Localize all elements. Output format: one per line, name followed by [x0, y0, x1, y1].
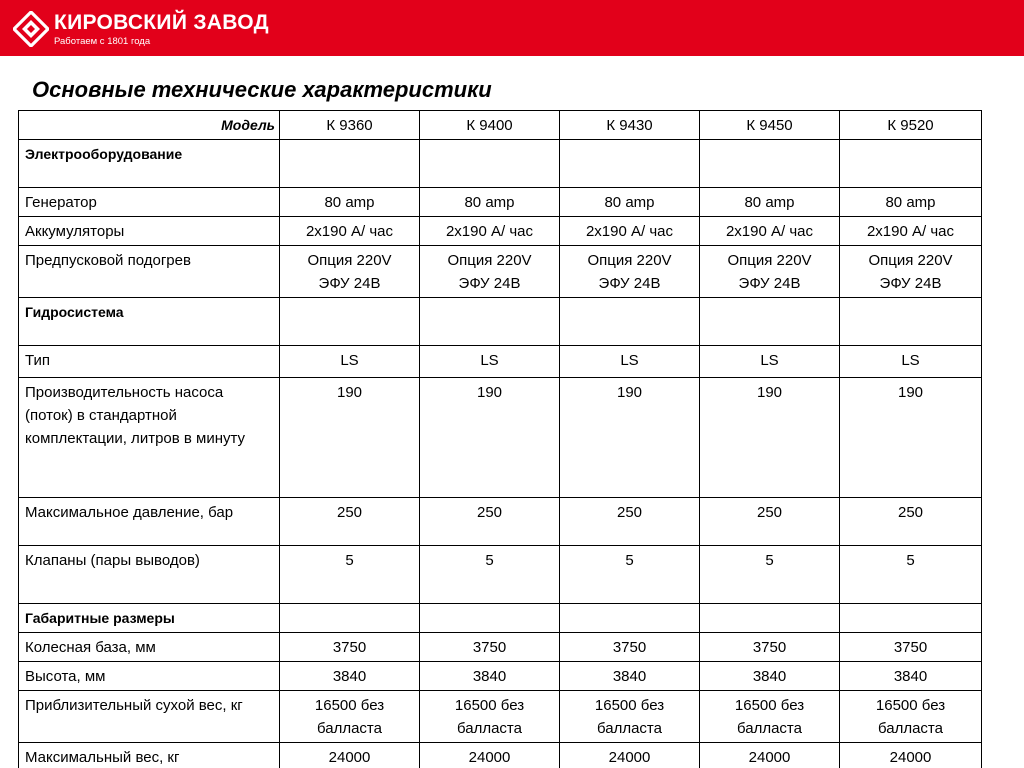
table-cell: 3840 — [700, 662, 840, 691]
model-label: Модель — [19, 111, 280, 140]
table-cell: 24000 — [420, 743, 560, 768]
table-cell: 5 — [420, 546, 560, 604]
table-cell — [700, 604, 840, 633]
table-row — [19, 346, 982, 378]
cell-line: ЭФУ 24В — [879, 275, 942, 292]
table-cell: 16500 без баллаcта — [280, 691, 420, 743]
table-cell: 3840 — [280, 662, 420, 691]
row-label: Колесная база, мм — [19, 633, 280, 662]
table-cell: 24000 — [560, 743, 700, 768]
table-cell: 2х190 А/ час — [700, 217, 840, 246]
table-cell: 80 amp — [700, 188, 840, 217]
brand-tagline: Работаем с 1801 года — [54, 36, 151, 47]
table-cell: 3840 — [840, 662, 982, 691]
table-cell: 250 — [420, 498, 560, 546]
table-cell — [420, 140, 560, 188]
table-cell: 2х190 А/ час — [420, 217, 560, 246]
table-cell: LS — [560, 346, 700, 378]
model-k9520: К 9520 — [840, 111, 982, 140]
table-cell: LS — [280, 346, 420, 378]
table-cell — [700, 298, 840, 346]
table-cell — [560, 246, 700, 298]
header-bar — [0, 0, 1024, 56]
brand-name: КИРОВСКИЙ ЗАВОД — [54, 11, 269, 34]
table-row — [19, 743, 982, 768]
table-cell — [560, 298, 700, 346]
table-cell: 16500 без баллаcта — [700, 691, 840, 743]
table-cell: 24000 — [280, 743, 420, 768]
table-cell: 3840 — [420, 662, 560, 691]
table-cell — [700, 140, 840, 188]
table-row — [19, 633, 982, 662]
table-cell: 80 amp — [420, 188, 560, 217]
table-cell: 16500 без баллаcта — [420, 691, 560, 743]
table-row — [19, 246, 982, 298]
table-cell: 3840 — [560, 662, 700, 691]
cell-line: Опция 220V — [727, 252, 812, 269]
table-cell: 3750 — [280, 633, 420, 662]
row-label: Приблизительный сухой вес, кг — [19, 691, 280, 743]
table-cell: 24000 — [840, 743, 982, 768]
table-cell: 24000 — [700, 743, 840, 768]
section-title: Электрооборудование — [19, 140, 280, 188]
table-row — [19, 662, 982, 691]
table-row — [19, 691, 982, 743]
row-label: Аккумуляторы — [19, 217, 280, 246]
cell-line: ЭФУ 24В — [458, 275, 521, 292]
section-row — [19, 298, 982, 346]
table-cell: 80 amp — [280, 188, 420, 217]
page-title: Основные технические характеристики — [32, 77, 492, 102]
table-cell: 3750 — [700, 633, 840, 662]
table-cell: 5 — [560, 546, 700, 604]
row-label: Максимальный вес, кг — [19, 743, 280, 768]
table-cell — [280, 298, 420, 346]
table-row — [19, 217, 982, 246]
cell-line: ЭФУ 24В — [738, 275, 801, 292]
row-label: Предпусковой подогрев — [19, 246, 280, 298]
section-row — [19, 140, 982, 188]
table-cell: 5 — [700, 546, 840, 604]
section-title: Габаритные размеры — [19, 604, 280, 633]
table-cell: 190 — [280, 378, 420, 498]
model-header-row — [19, 111, 982, 140]
table-row — [19, 188, 982, 217]
row-label: Максимальное давление, бар — [19, 498, 280, 546]
table-cell: 2х190 А/ час — [840, 217, 982, 246]
table-cell: 190 — [420, 378, 560, 498]
table-cell: 250 — [700, 498, 840, 546]
table-cell — [280, 140, 420, 188]
row-label: Тип — [19, 346, 280, 378]
table-cell — [420, 246, 560, 298]
table-cell: 2х190 А/ час — [280, 217, 420, 246]
table-cell: 3750 — [560, 633, 700, 662]
table-cell: 190 — [840, 378, 982, 498]
table-cell — [280, 246, 420, 298]
table-cell: 250 — [280, 498, 420, 546]
table-cell — [560, 604, 700, 633]
model-k9360: К 9360 — [280, 111, 420, 140]
table-cell: 190 — [700, 378, 840, 498]
row-label: Генератор — [19, 188, 280, 217]
table-cell — [420, 604, 560, 633]
table-cell — [840, 298, 982, 346]
cell-line: Опция 220V — [307, 252, 392, 269]
table-cell — [560, 140, 700, 188]
table-cell — [420, 298, 560, 346]
table-cell — [700, 246, 840, 298]
table-cell: 3750 — [420, 633, 560, 662]
table-cell: 3750 — [840, 633, 982, 662]
model-k9450: К 9450 — [700, 111, 840, 140]
cell-line: ЭФУ 24В — [318, 275, 381, 292]
table-cell: 5 — [840, 546, 982, 604]
table-cell: 16500 без баллаcта — [560, 691, 700, 743]
model-k9400: К 9400 — [420, 111, 560, 140]
table-cell: LS — [420, 346, 560, 378]
spec-table — [18, 110, 982, 768]
table-row — [19, 498, 982, 546]
section-title: Гидросистема — [19, 298, 280, 346]
section-row — [19, 604, 982, 633]
cell-line: Опция 220V — [868, 252, 953, 269]
table-row — [19, 546, 982, 604]
table-cell: 80 amp — [560, 188, 700, 217]
table-cell: 5 — [280, 546, 420, 604]
row-label: Высота, мм — [19, 662, 280, 691]
cell-line: Опция 220V — [447, 252, 532, 269]
table-cell — [840, 140, 982, 188]
table-cell — [840, 604, 982, 633]
diamond-logo-icon — [13, 11, 49, 47]
table-cell: LS — [840, 346, 982, 378]
table-row — [19, 378, 982, 498]
row-label: Клапаны (пары выводов) — [19, 546, 280, 604]
table-cell — [280, 604, 420, 633]
cell-line: Опция 220V — [587, 252, 672, 269]
cell-line: ЭФУ 24В — [598, 275, 661, 292]
model-k9430: К 9430 — [560, 111, 700, 140]
table-cell: 190 — [560, 378, 700, 498]
table-cell — [840, 246, 982, 298]
table-cell: 250 — [560, 498, 700, 546]
table-cell: 2х190 А/ час — [560, 217, 700, 246]
table-cell: 16500 без баллаcта — [840, 691, 982, 743]
table-cell: 250 — [840, 498, 982, 546]
table-cell: 80 amp — [840, 188, 982, 217]
table-cell: LS — [700, 346, 840, 378]
row-label: Производительность насоса (поток) в стандартной комплектации, литров в минуту — [19, 378, 280, 498]
